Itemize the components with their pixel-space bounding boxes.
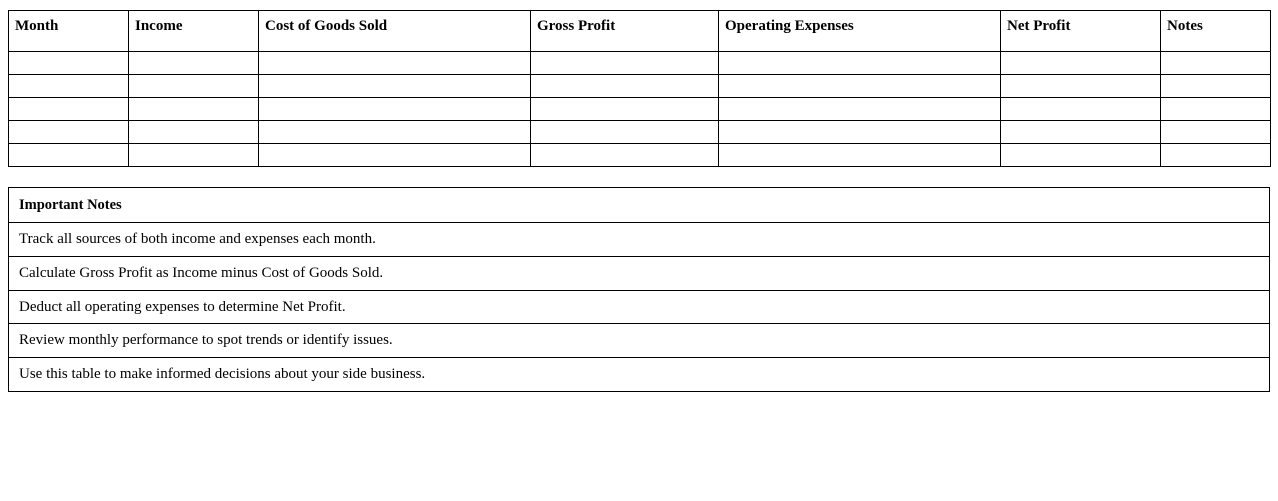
profit-ledger-table	[8, 10, 1271, 167]
cell-net-profit[interactable]	[1001, 75, 1161, 98]
cell-cost-of-goods-sold[interactable]	[259, 75, 531, 98]
table-row	[9, 121, 1271, 144]
cell-cost-of-goods-sold[interactable]	[259, 121, 531, 144]
cell-income[interactable]	[129, 75, 259, 98]
important-notes-section	[8, 187, 1270, 392]
column-header-month: Month	[9, 11, 129, 52]
column-header-operating-expenses: Operating Expenses	[719, 11, 1001, 52]
cell-income[interactable]	[129, 144, 259, 167]
table-row	[9, 98, 1271, 121]
table-row	[9, 324, 1270, 358]
cell-gross-profit[interactable]	[531, 98, 719, 121]
notes-header	[9, 188, 1270, 223]
cell-gross-profit[interactable]	[531, 144, 719, 167]
ledger-body	[9, 52, 1271, 167]
cell-income[interactable]	[129, 52, 259, 75]
table-row	[9, 75, 1271, 98]
table-row	[9, 290, 1270, 324]
cell-cost-of-goods-sold[interactable]	[259, 144, 531, 167]
cell-operating-expenses[interactable]	[719, 98, 1001, 121]
table-row	[9, 358, 1270, 392]
ledger-header	[9, 11, 1271, 52]
cell-notes[interactable]	[1161, 52, 1271, 75]
table-row	[9, 144, 1271, 167]
cell-gross-profit[interactable]	[531, 121, 719, 144]
column-header-cost-of-goods-sold: Cost of Goods Sold	[259, 11, 531, 52]
note-item: Track all sources of both income and expenses each month.	[9, 223, 1270, 257]
table-row	[9, 52, 1271, 75]
cell-notes[interactable]	[1161, 98, 1271, 121]
notes-heading: Important Notes	[9, 188, 1270, 223]
column-header-income: Income	[129, 11, 259, 52]
cell-month[interactable]	[9, 144, 129, 167]
important-notes-table	[8, 187, 1270, 392]
cell-notes[interactable]	[1161, 144, 1271, 167]
cell-cost-of-goods-sold[interactable]	[259, 98, 531, 121]
cell-gross-profit[interactable]	[531, 75, 719, 98]
cell-income[interactable]	[129, 121, 259, 144]
note-item: Review monthly performance to spot trends or identify issues.	[9, 324, 1270, 358]
cell-notes[interactable]	[1161, 121, 1271, 144]
cell-income[interactable]	[129, 98, 259, 121]
table-header-row	[9, 11, 1271, 52]
notes-body	[9, 223, 1270, 392]
column-header-gross-profit: Gross Profit	[531, 11, 719, 52]
cell-month[interactable]	[9, 121, 129, 144]
cell-operating-expenses[interactable]	[719, 75, 1001, 98]
column-header-net-profit: Net Profit	[1001, 11, 1161, 52]
column-header-notes: Notes	[1161, 11, 1271, 52]
cell-net-profit[interactable]	[1001, 52, 1161, 75]
table-header-row	[9, 188, 1270, 223]
cell-cost-of-goods-sold[interactable]	[259, 52, 531, 75]
cell-operating-expenses[interactable]	[719, 144, 1001, 167]
note-item: Deduct all operating expenses to determine Net Profit.	[9, 290, 1270, 324]
cell-operating-expenses[interactable]	[719, 121, 1001, 144]
cell-net-profit[interactable]	[1001, 98, 1161, 121]
note-item: Use this table to make informed decisions about your side business.	[9, 358, 1270, 392]
cell-net-profit[interactable]	[1001, 144, 1161, 167]
cell-net-profit[interactable]	[1001, 121, 1161, 144]
cell-month[interactable]	[9, 52, 129, 75]
cell-month[interactable]	[9, 75, 129, 98]
cell-operating-expenses[interactable]	[719, 52, 1001, 75]
cell-notes[interactable]	[1161, 75, 1271, 98]
table-row	[9, 223, 1270, 257]
note-item: Calculate Gross Profit as Income minus Cost of Goods Sold.	[9, 256, 1270, 290]
table-row	[9, 256, 1270, 290]
cell-gross-profit[interactable]	[531, 52, 719, 75]
cell-month[interactable]	[9, 98, 129, 121]
